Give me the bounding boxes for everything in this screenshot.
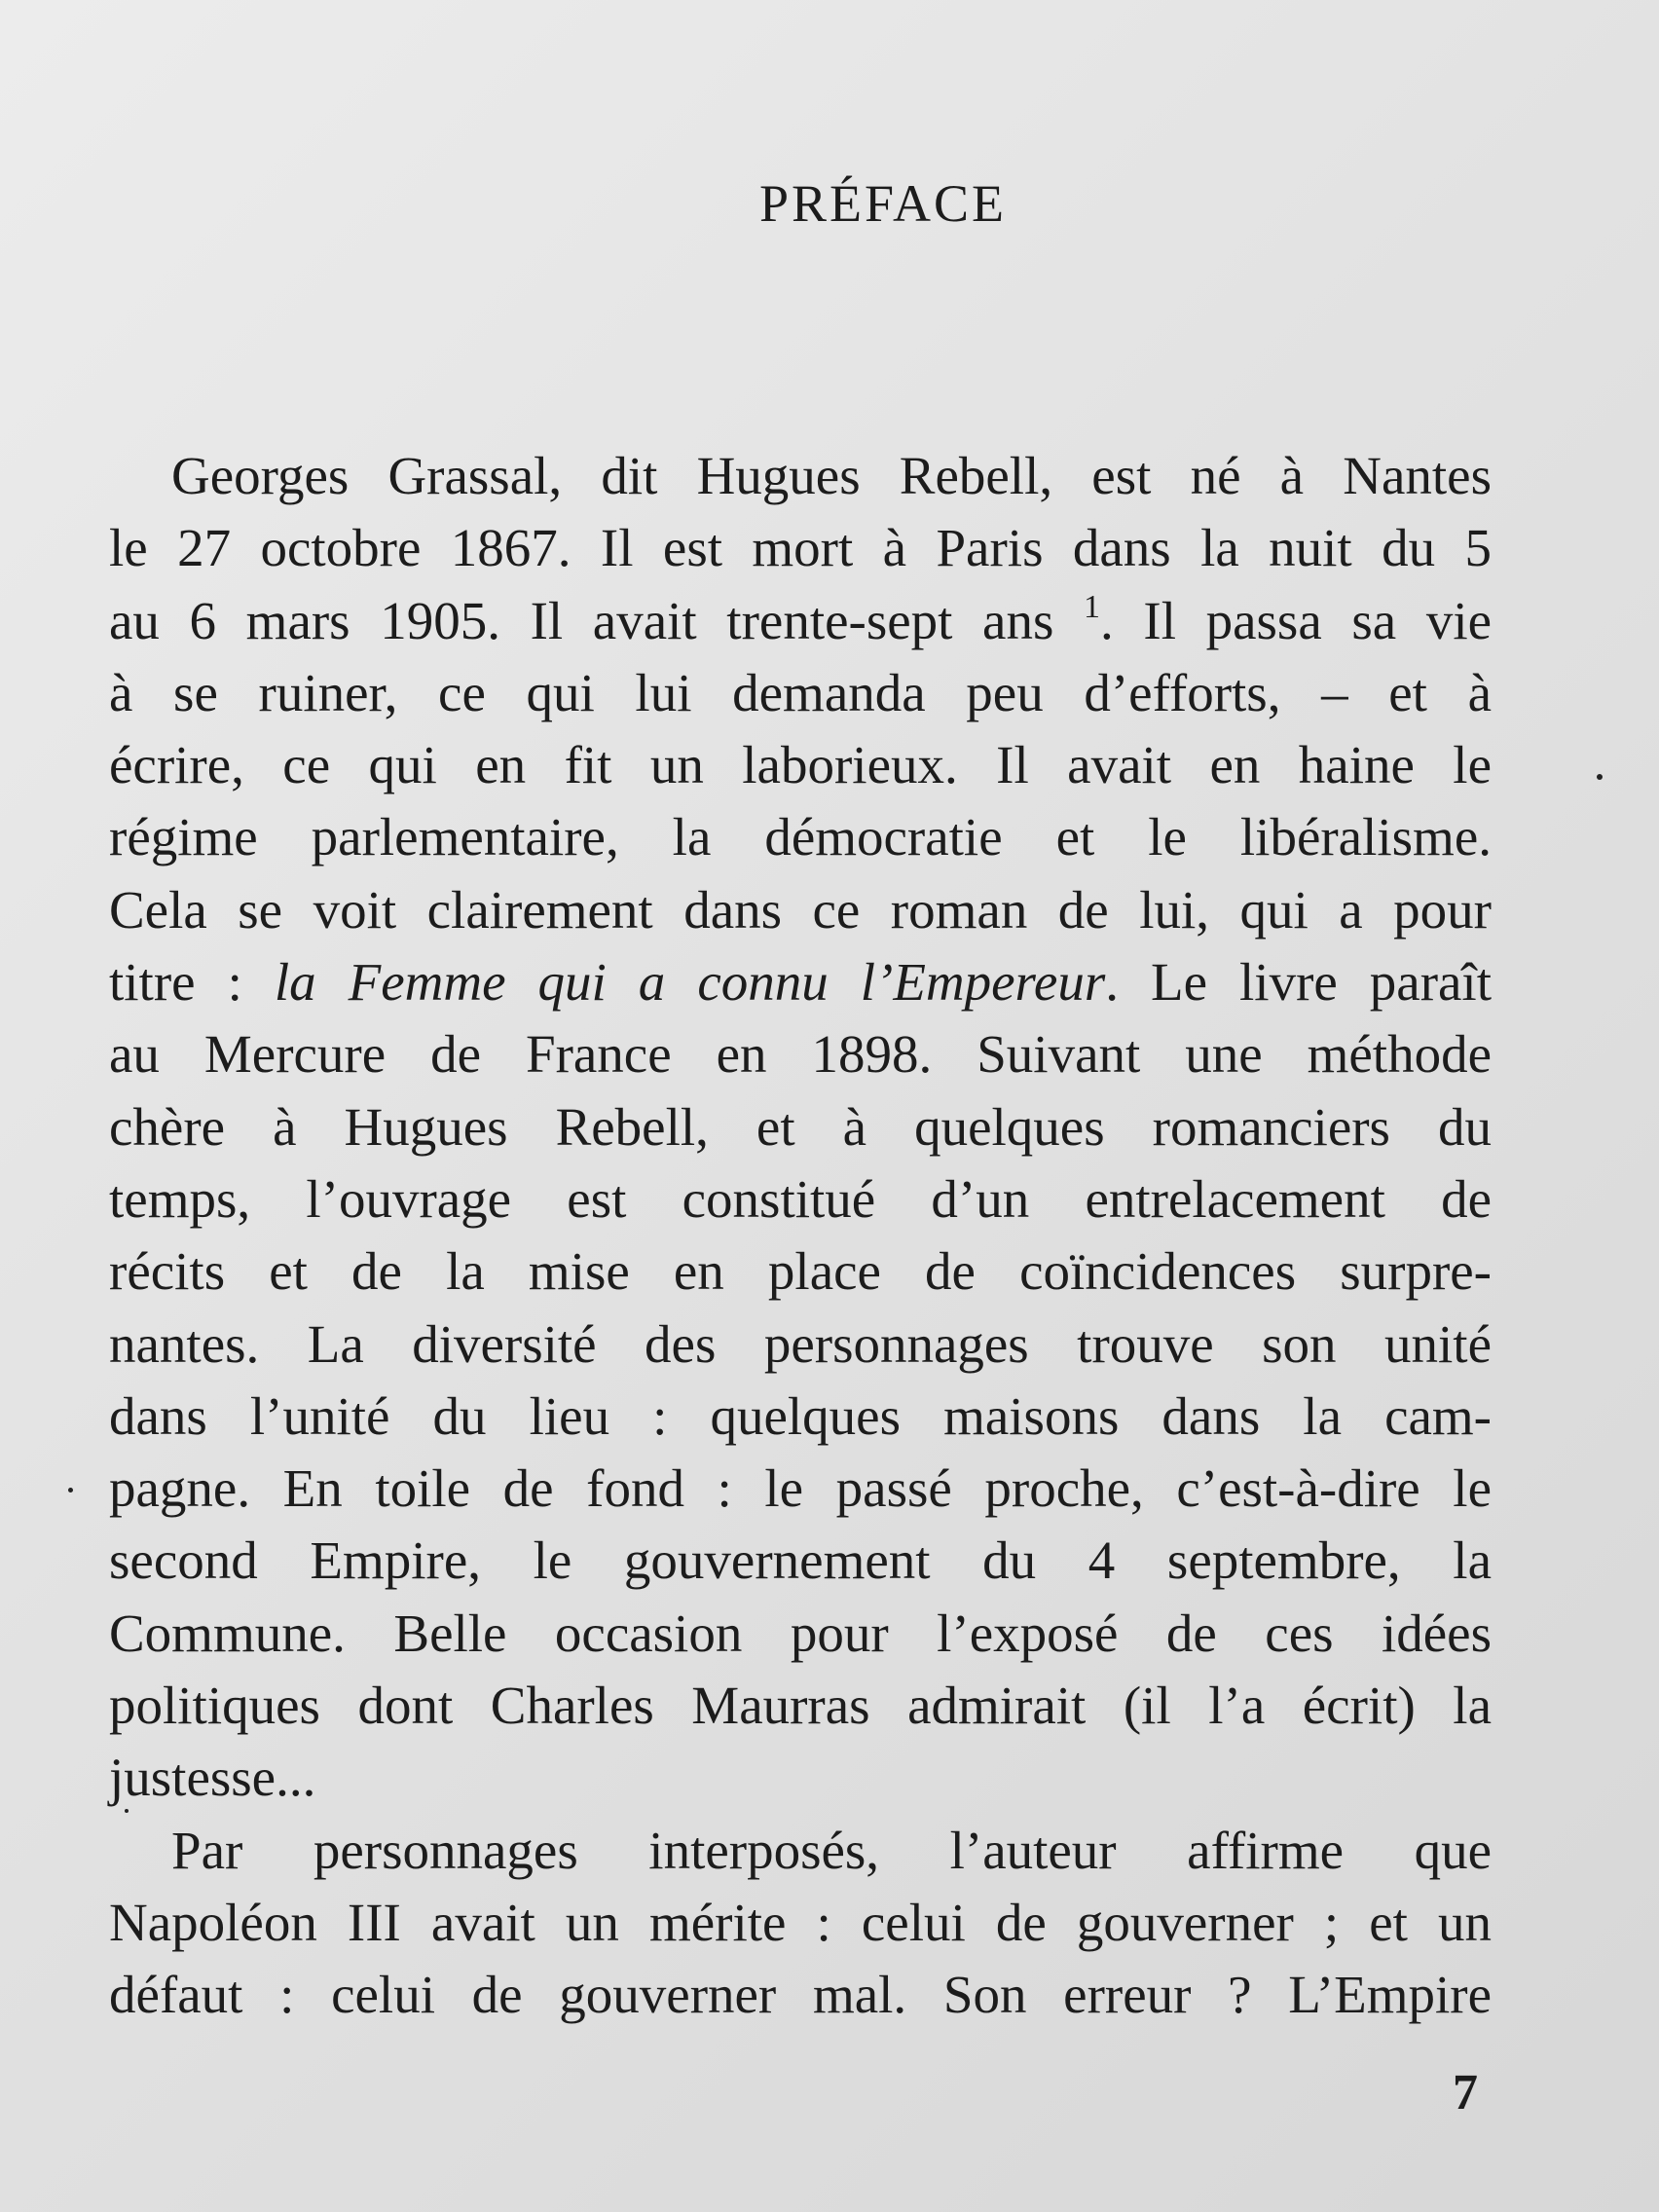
text-line: écrire, ce qui en fit un laborieux. Il avait en haine le [109, 735, 1492, 795]
text-line: temps, l’ouvrage est constitué d’un entrelacement de [109, 1168, 1492, 1229]
text-line: justesse... [109, 1748, 316, 1808]
text-line: nantes. La diversité des personnages trouve son unité [109, 1313, 1492, 1374]
text-line: Commune. Belle occasion pour l’exposé de ces idées [109, 1603, 1492, 1663]
text-line: Georges Grassal, dit Hugues Rebell, est né à Nantes [171, 446, 1492, 505]
text-line: le 27 octobre 1867. Il est mort à Paris dans la nuit du 5 [109, 518, 1492, 578]
text-line: au Mercure de France en 1898. Suivant une méthode [109, 1024, 1492, 1085]
footnote-mark: 1 [1084, 588, 1101, 625]
paragraph-2 [109, 1815, 1492, 2032]
text-line: défaut : celui de gouverner mal. Son erreur ? L’Empire [109, 1965, 1492, 2025]
dust-speck [125, 1809, 129, 1813]
text-line [109, 946, 1492, 1018]
text-line: dans l’unité du lieu : quelques maisons dans la cam- [109, 1385, 1492, 1446]
text-run: titre : [109, 952, 275, 1013]
text-line: pagne. En toile de fond : le passé proche, c’est-à-dire le [109, 1458, 1492, 1519]
text-line: Napoléon III avait un mérite : celui de gouverner ; et un [109, 1892, 1492, 1952]
book-title: la Femme qui a connu l’Empereur [274, 952, 1106, 1013]
paragraph-1 [109, 440, 1492, 1815]
text-line: régime parlementaire, la démocratie et le libéralisme. [109, 807, 1492, 867]
text-run: . Il passa sa vie [1100, 590, 1493, 650]
text-line: second Empire, le gouvernement du 4 septembre, la [109, 1530, 1492, 1591]
dust-speck [1597, 774, 1603, 780]
text-line [109, 585, 1492, 657]
text-line: chère à Hugues Rebell, et à quelques romanciers du [109, 1096, 1492, 1157]
text-line: Par personnages interposés, l’auteur affirme que [171, 1820, 1492, 1880]
text-line: politiques dont Charles Maurras admirait (il l’a écrit) la [109, 1676, 1492, 1736]
text-run: au 6 mars 1905. Il avait trente-sept ans [109, 590, 1054, 650]
page-title: PRÉFACE [758, 174, 1008, 233]
preface-body [109, 440, 1492, 2032]
text-run: . Le livre paraît [1105, 952, 1492, 1013]
page-number: 7 [1453, 2065, 1478, 2120]
dust-speck [68, 1488, 73, 1493]
text-line: Cela se voit clairement dans ce roman de lui, qui a pour [109, 879, 1492, 940]
text-line: récits et de la mise en place de coïncidences surpre- [109, 1241, 1492, 1302]
text-line: à se ruiner, ce qui lui demanda peu d’efforts, – et à [109, 662, 1492, 722]
